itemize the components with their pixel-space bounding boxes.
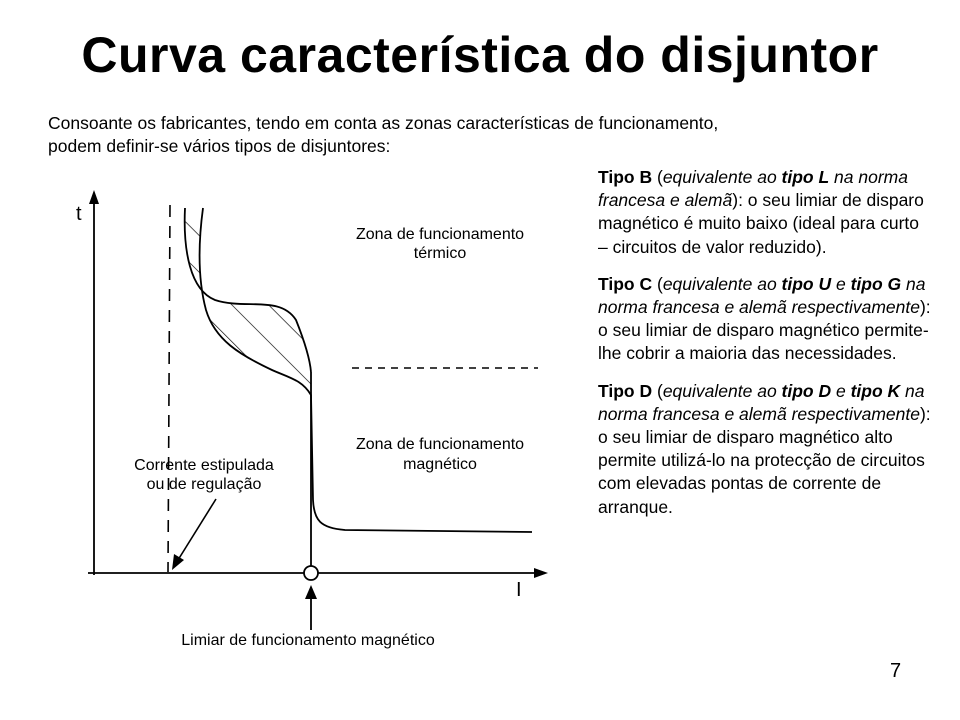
magnetic-zone-label-2: magnético bbox=[403, 456, 477, 473]
y-axis-arrow bbox=[89, 190, 99, 204]
intro-text bbox=[48, 112, 888, 158]
intro-line-1: Consoante os fabricantes, tendo em conta as zonas características de funcionamento, bbox=[48, 113, 719, 133]
rated-current-label-2: ou de regulação bbox=[146, 476, 262, 493]
page-number: 7 bbox=[890, 660, 902, 682]
type-b-description: Tipo B (equivalente ao tipo L na norma francesa e alemã): o seu limiar de disparo magnético é muito baixo (ideal para curto – circuitos de valor reduzido). bbox=[598, 167, 924, 257]
breaker-curve-diagram bbox=[0, 170, 580, 660]
thermal-zone-label-1: Zona de funcionamento bbox=[355, 226, 525, 243]
threshold-arrowhead bbox=[305, 585, 317, 599]
intro-line-2: podem definir-se vários tipos de disjuntores: bbox=[48, 136, 391, 156]
threshold-marker bbox=[304, 566, 318, 580]
type-d-description: Tipo D (equivalente ao tipo D e tipo K na norma francesa e alemã respectivamente): o seu limiar de disparo magnético alto permite utilizá-lo na protecção de circuitos com elevadas pontas de corrente de arranque. bbox=[598, 380, 931, 517]
rated-current-label-1: Corrente estipulada bbox=[134, 457, 274, 474]
rated-current-arrow bbox=[178, 499, 216, 560]
threshold-label: Limiar de funcionamento magnético bbox=[181, 632, 435, 649]
y-axis-label: t bbox=[76, 203, 82, 225]
magnetic-zone-label-1: Zona de funcionamento bbox=[355, 436, 525, 453]
rated-current-arrowhead bbox=[172, 554, 184, 570]
rated-current-dashed-line bbox=[168, 205, 170, 572]
x-axis-arrow bbox=[534, 568, 548, 578]
thermal-zone-label-2: térmico bbox=[413, 245, 467, 262]
x-axis-label: I bbox=[516, 579, 522, 601]
type-c-description: Tipo C (equivalente ao tipo U e tipo G na norma francesa e alemã respectivamente): o seu limiar de disparo magnético permite-lhe cobrir a maioria das necessidades. bbox=[598, 273, 931, 364]
slide-title: Curva característica do disjuntor bbox=[81, 27, 879, 83]
breaker-types bbox=[598, 166, 933, 533]
